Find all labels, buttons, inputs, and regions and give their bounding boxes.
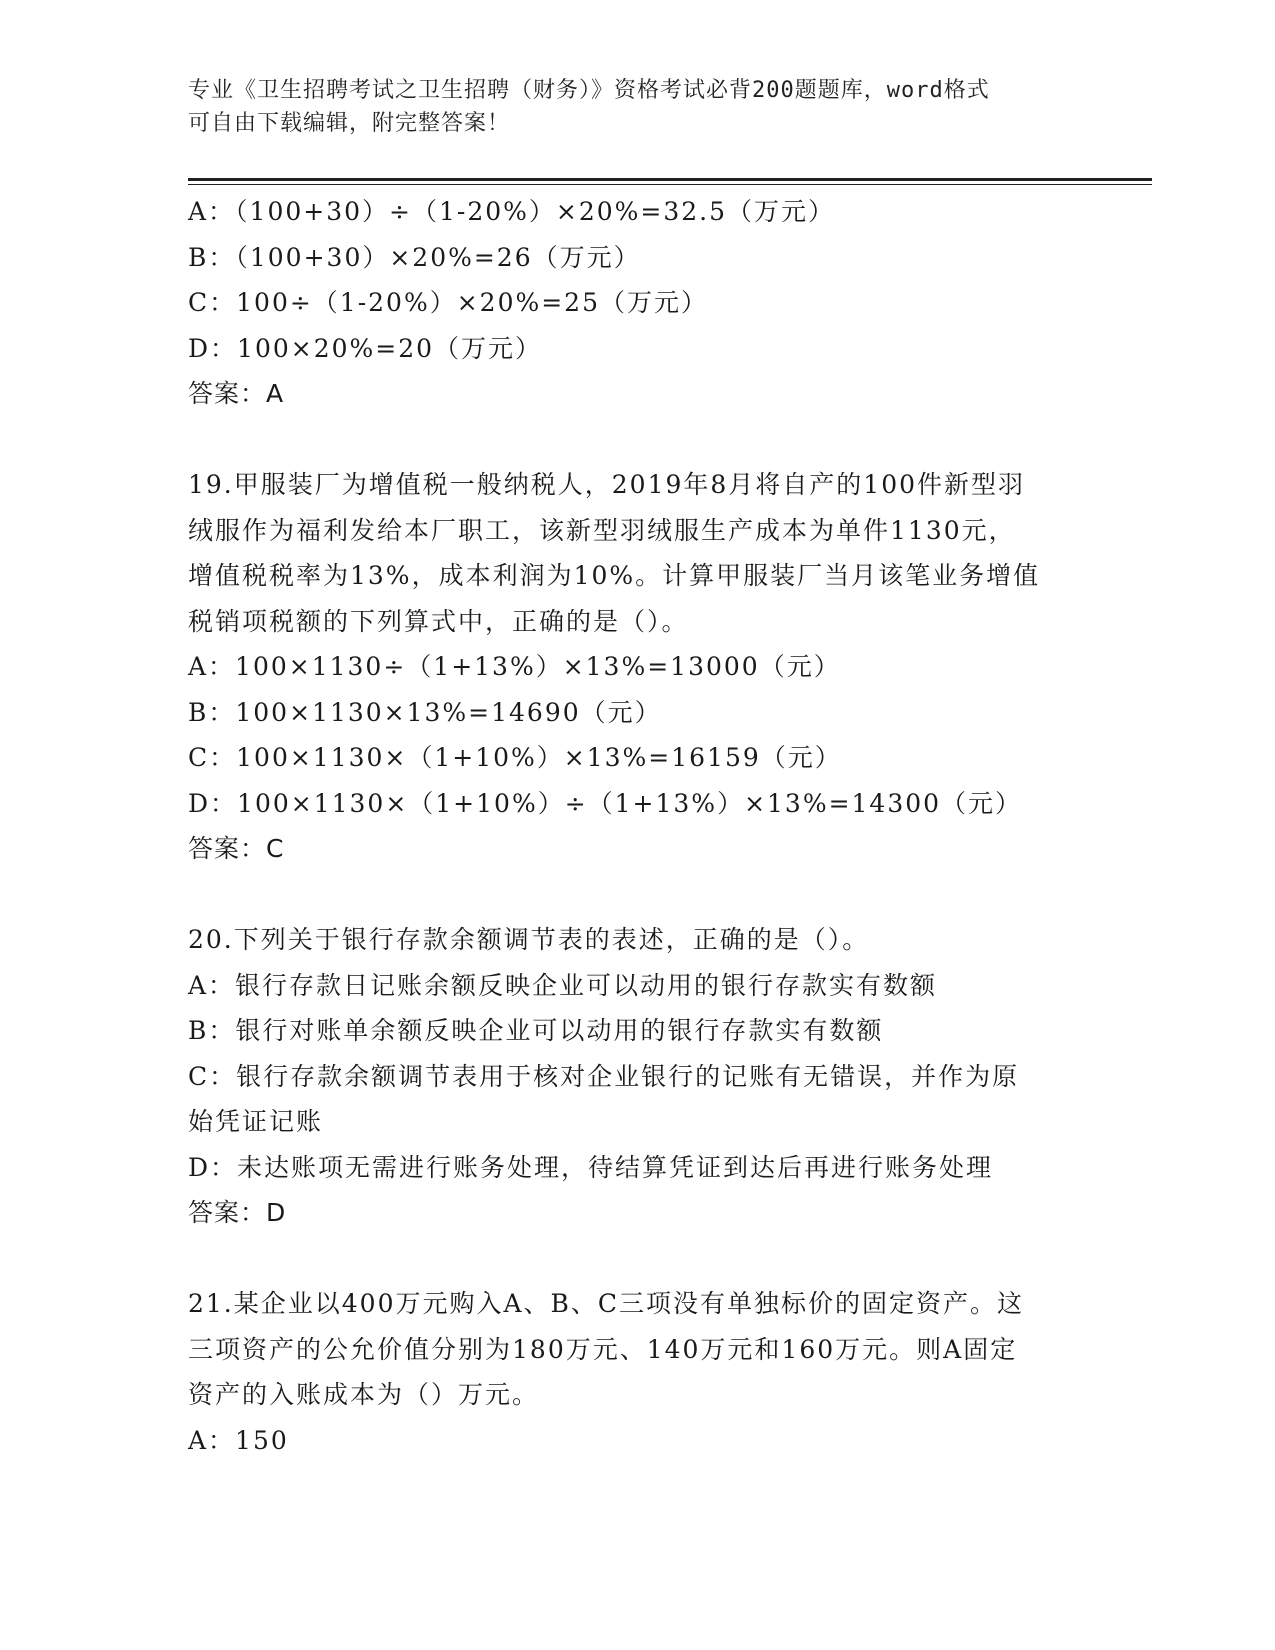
q21-stem-line-1: 21.某企业以400万元购入A、B、C三项没有单独标价的固定资产。这 bbox=[188, 1289, 1025, 1318]
question-20-block bbox=[188, 917, 1088, 1236]
q19-option-b: B：100×1130×13%=14690（元） bbox=[188, 697, 662, 727]
q18-option-d: D：100×20%=20（万元） bbox=[188, 333, 543, 363]
q18-option-b: B：（100+30）×20%=26（万元） bbox=[188, 242, 641, 272]
document-body bbox=[188, 189, 1088, 1463]
q19-option-c: C：100×1130×（1+10%）×13%=16159（元） bbox=[188, 743, 842, 772]
header-divider-thin bbox=[188, 184, 1152, 185]
q18-option-a: A：（100+30）÷（1-20%）×20%=32.5（万元） bbox=[188, 197, 836, 226]
spacer bbox=[188, 1236, 1088, 1282]
q19-option-d: D：100×1130×（1+10%）÷（1+13%）×13%=14300（元） bbox=[188, 788, 1023, 818]
header-divider-thick bbox=[188, 178, 1152, 181]
q19-stem-line-4: 税销项税额的下列算式中，正确的是（）。 bbox=[188, 606, 689, 636]
q19-answer: 答案：C bbox=[188, 834, 285, 863]
spacer bbox=[188, 872, 1088, 918]
page-header bbox=[188, 74, 1068, 140]
q20-option-c-line-2: 始凭证记账 bbox=[188, 1107, 324, 1136]
q20-option-b: B：银行对账单余额反映企业可以动用的银行存款实有数额 bbox=[188, 1016, 884, 1045]
question-21-block bbox=[188, 1281, 1088, 1463]
q21-stem-line-3: 资产的入账成本为（）万元。 bbox=[188, 1380, 540, 1409]
spacer bbox=[188, 417, 1088, 463]
q18-answer: 答案：A bbox=[188, 379, 285, 408]
question-18-block bbox=[188, 189, 1088, 417]
q20-answer: 答案：D bbox=[188, 1198, 287, 1227]
q18-option-c: C：100÷（1-20%）×20%=25（万元） bbox=[188, 288, 708, 317]
q19-stem-line-3: 增值税税率为13%，成本利润为10%。计算甲服装厂当月该笔业务增值 bbox=[188, 561, 1041, 590]
q20-stem: 20.下列关于银行存款余额调节表的表述，正确的是（）。 bbox=[188, 925, 870, 954]
q19-stem-line-2: 绒服作为福利发给本厂职工，该新型羽绒服生产成本为单件1130元， bbox=[188, 515, 1016, 545]
q19-stem-line-1: 19.甲服装厂为增值税一般纳税人，2019年8月将自产的100件新型羽 bbox=[188, 470, 1026, 499]
q20-option-c-line-1: C：银行存款余额调节表用于核对企业银行的记账有无错误，并作为原 bbox=[188, 1061, 1020, 1091]
header-title-line-1: 专业《卫生招聘考试之卫生招聘（财务）》资格考试必背200题题库，word格式 bbox=[188, 78, 990, 103]
q20-option-d: D：未达账项无需进行账务处理，待结算凭证到达后再进行账务处理 bbox=[188, 1152, 994, 1182]
q20-option-a: A：银行存款日记账余额反映企业可以动用的银行存款实有数额 bbox=[188, 970, 938, 1000]
header-title-line-2: 可自由下载编辑，附完整答案！ bbox=[188, 111, 511, 136]
q21-stem-line-2: 三项资产的公允价值分别为180万元、140万元和160万元。则A固定 bbox=[188, 1334, 1018, 1364]
question-19-block bbox=[188, 462, 1088, 872]
q19-option-a: A：100×1130÷（1+13%）×13%=13000（元） bbox=[188, 652, 841, 681]
q21-option-a: A：150 bbox=[188, 1425, 289, 1455]
